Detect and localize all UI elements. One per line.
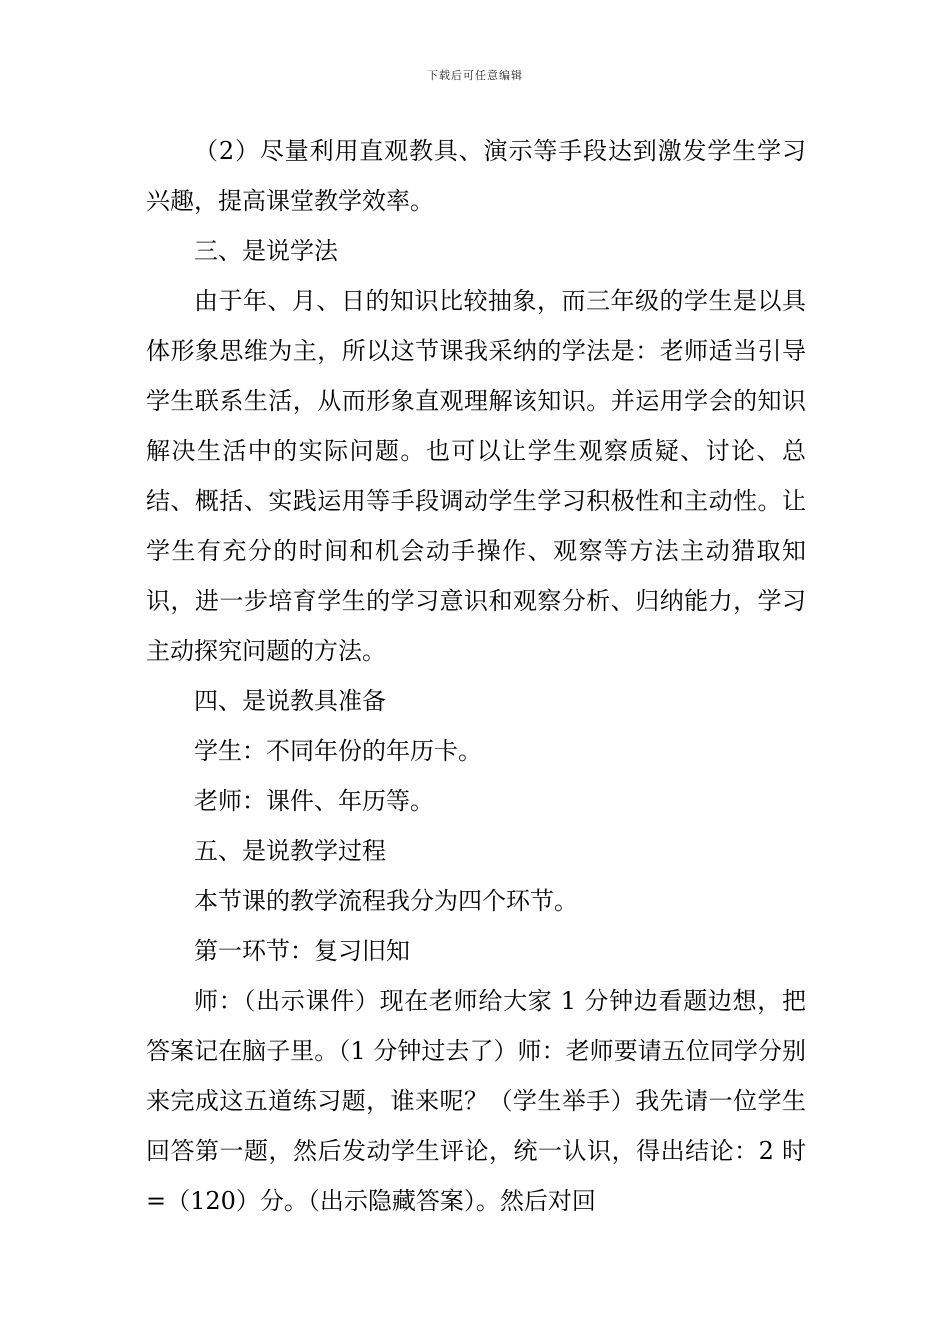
- section-heading-study-methods: 三、是说学法: [194, 237, 338, 265]
- page-header-note: 下载后可任意编辑: [427, 69, 523, 82]
- document-body: [146, 126, 806, 1226]
- section-heading-teaching-process: 五、是说教学过程: [194, 837, 386, 865]
- subsection-heading-review: 第一环节：复习旧知: [194, 937, 410, 965]
- section-heading-teaching-aids: 四、是说教具准备: [194, 687, 386, 715]
- paragraph-teaching-methods-2: （2）尽量利用直观教具、演示等手段达到激发学生学习兴趣，提高课堂教学效率。: [146, 137, 806, 215]
- paragraph-process-overview: 本节课的教学流程我分为四个环节。: [194, 887, 578, 915]
- paragraph-teacher-aids: 老师：课件、年历等。: [194, 787, 434, 815]
- paragraph-study-methods: 由于年、月、日的知识比较抽象，而三年级的学生是以具体形象思维为主，所以这节课我采纳的学法是：老师适当引导学生联系生活，从而形象直观理解该知识。并运用学会的知识解决生活中的实际问题。也可以让学生观察质疑、讨论、总结、概括、实践运用等手段调动学生学习积极性和主动性。让学生有充分的时间和机会动手操作、观察等方法主动猎取知识，进一步培育学生的学习意识和观察分析、归纳能力，学习主动探究问题的方法。: [146, 287, 806, 665]
- paragraph-review-activity: 师：（出示课件）现在老师给大家 1 分钟边看题边想，把答案记在脑子里。（1 分钟过去了）师：老师要请五位同学分别来完成这五道练习题，谁来呢？（学生举手）我先请一位学生回答第一题，然后发动学生评论，统一认识，得出结论：2 时=（120）分。（出示隐藏答案）。然后对回: [146, 987, 806, 1215]
- paragraph-student-aids: 学生：不同年份的年历卡。: [194, 737, 482, 765]
